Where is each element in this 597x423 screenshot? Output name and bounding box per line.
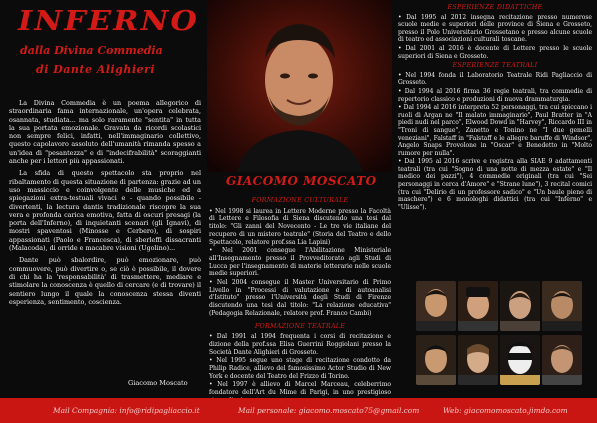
footer-bar [0, 398, 597, 423]
list-item: • Dal 1994 al 2016 interpreta 52 personaggi, tra cui spiccano i ruoli di Argan ne "Il malato immaginario", Paul Bratter in "A piedi nudi nel parco", Elwood Dowd in "Harvey", Riccardo III in "Troni di sangue", Zanetto e Tonino ne "I due gemelli veneziani", Falstaff in "Falstaff e le allegre baruffe di Windsor", Angelo Snaps Provolone in "Oscar" e Benedetto in "Molto rumore per nulla". [398, 104, 592, 157]
gallery-photo [542, 335, 582, 385]
list-item: • Dal 2001 al 2016 è docente di Lettere presso le scuole superiori di Siena e Grosseto. [398, 44, 592, 60]
left-column [0, 0, 203, 398]
performer-name: GIACOMO MOSCATO [226, 174, 377, 188]
portrait-photo [207, 0, 392, 172]
footer-web[interactable]: Web: giacomomoscato.jimdo.com [443, 406, 568, 415]
list-item: • Nel 2004 consegue il Master Universitario di Primo Livello in "Processi di valutazione e di autoanalisi d'Istituto" presso l'Università degli Studi di Firenze discutendo una tesi dal titolo: "La relazione educativa" (Pedagogia Relazionale, relatore prof. Franco Cambi) [209, 279, 391, 317]
list-item: • Dal 1995 al 2012 insegna recitazione presso numerose scuole medie e superiori delle province di Siena e Grosseto, presso il Polo Universitario Grossetano e presso alcune scuole di teatro ed associazioni culturali toscane. [398, 13, 592, 44]
subtitle-line-2: di Dante Alighieri [36, 63, 156, 76]
list-item: • Nel 1998 si laurea in Lettere Moderne presso la Facoltà di Lettere e Filosofia di Siena discutendo una tesi dal titolo: "Gli zanni del Novecento - Le tre vie italiane del recupero di un mistero teatrale" (Storia del Teatro e dello Spettacolo, relatore prof.ssa Lia Lapini) [209, 207, 391, 246]
list-item: • Nel 2001 consegue l'Abilitazione Ministeriale all'Insegnamento presso il Provveditorato agli Studi di Lucca per l'insegnamento di materie letterarie nelle scuole medie superiori. [209, 247, 391, 278]
page-title: INFERNO [18, 6, 200, 37]
intro-paragraph-2: La sfida di questo spettacolo sta proprio nel ribaltamento di questa situazione di partenza: grazie ad un uso massiccio e coinvolgente delle musiche ed a spiegazioni extra-testuali vivaci e - quando possibile - divertenti, la lectura dantis tradizionale riscopre la sua vera e profonda carica emotiva, fatta di oscuri presagi (la porta dell'Inferno), di inquietanti scenari (gli Ignavi), di mostri spaventosi (Minosse e Cerbero), di sospiri appassionati (Paolo e Francesca), di sberleffi dissacranti (Malacoda), di orride e macabre visioni (Ugolino)... [9, 169, 201, 253]
signature: Giacomo Moscato [128, 379, 188, 387]
section-heading-esperienze-didattiche: ESPERIENZE DIDATTICHE [447, 4, 543, 11]
gallery-photo [416, 281, 456, 331]
middle-column [209, 197, 391, 406]
list-item: • Dal 1995 al 2016 scrive e registra alla SIAE 9 adattamenti teatrali (tra cui "Sogno di una notte di mezza estate" e "Il medico dei pazzi"), 4 commedie originali (tra cui "Sei personaggi in cerca d'Amore" e "Strane lune"), 3 recital comici (tra cui "Delirio di un professore sadico" e "Un baule pieno di maschere") e 6 monologhi didattici (tra cui "Inferno" e "Ulisse"). [398, 158, 592, 211]
photo-gallery [412, 279, 584, 387]
gallery-photo [458, 335, 498, 385]
list-item: • Nel 1997 è allievo di Marcel Marceau, celeberrimo fondatore dell'Art du Mime di Parigi, in uno prestigioso [209, 381, 391, 397]
gallery-photo [500, 281, 540, 331]
gallery-photo [542, 281, 582, 331]
gallery-photo [458, 281, 498, 331]
list-item: • Dal 1991 al 1994 frequenta i corsi di recitazione e dizione della prof.ssa Elisa Guerrini Roggiolani presso la Società Dante Alighieri di Grosseto. [209, 333, 391, 356]
section-heading-formazione-teatrale: FORMAZIONE TEATRALE [254, 322, 346, 330]
footer-mail-personale[interactable]: Mail personale: giacomo.moscato75@gmail.com [238, 406, 420, 415]
gallery-photo [416, 335, 456, 385]
list-item: • Nel 1995 segue uno stage di recitazione condotto da Philip Radice, allievo del famosissimo Actor Studio di New York e docente del Teatro del Frizzo di Torino. [209, 357, 391, 380]
section-heading-esperienze-teatrali: ESPERIENZE TEATRALI [452, 62, 538, 70]
intro-paragraph-1: La Divina Commedia è un poema allegorico di straordinaria fama internazionale, un'opera celebrata, osannata, studiata... ma solo raramente "sentita" in tutta la sua portata emozionale. Gravata da ricordi scolastici non sempre felici, infatti, nell'immaginario collettivo, questo capolavoro assoluto dell'umanità rimanda spesso a un'idea di "pesantezza" e di "indecifrabilità" scoraggianti anche per i lettori più appassionati. [9, 99, 201, 166]
list-item: • Nel 1994 fonda il Laboratorio Teatrale Ridi Pagliaccio di Grosseto. [398, 71, 592, 87]
intro-text [9, 99, 201, 310]
gallery-photo [500, 335, 540, 385]
section-heading-formazione-culturale: FORMAZIONE CULTURALE [251, 197, 349, 204]
subtitle-line-1: dalla Divina Commedia [20, 44, 163, 57]
right-column [398, 2, 592, 212]
footer-mail-compagnia[interactable]: Mail Compagnia: info@ridipagliaccio.it [53, 406, 200, 415]
portrait-image [207, 0, 392, 172]
intro-paragraph-3: Dante può sbalordire, può emozionare, può commuovere, può divertire o, se ciò è possibile, il dovere di chi ha la 'responsabilità' di trasmettere, mediare e stimolare la conoscenza è quello di cercare (e di trovare) il sentiero lungo il quale la conoscenza stessa diventi esperienza, sentimento, coscienza. [9, 256, 201, 306]
list-item: • Dal 1994 al 2016 firma 36 regie teatrali, tra commedie di repertorio classico e produzioni di nuova drammaturgia. [398, 87, 592, 103]
